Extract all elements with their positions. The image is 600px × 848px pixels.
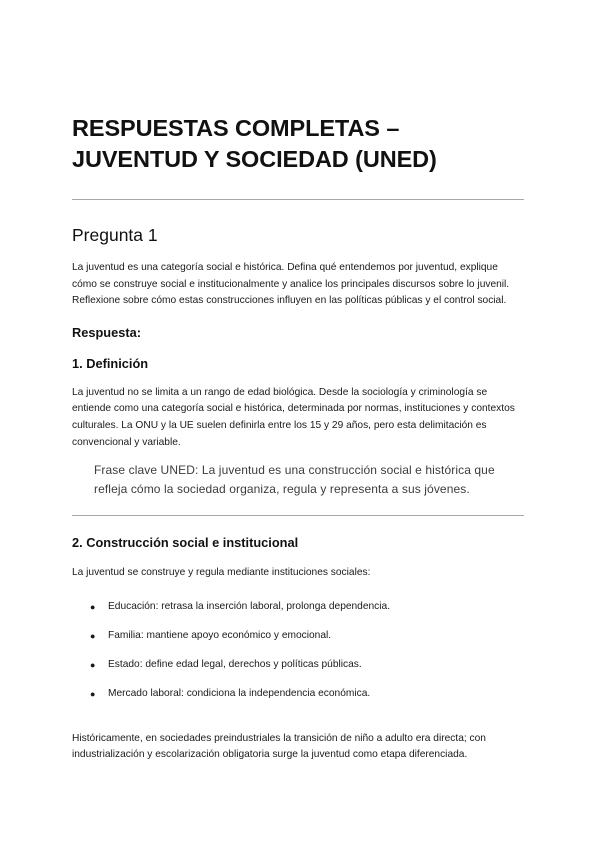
- institution-list: [72, 599, 524, 702]
- document-title: RESPUESTAS COMPLETAS – JUVENTUD Y SOCIEDAD (UNED): [72, 115, 437, 172]
- list-item-text: Mercado laboral: condiciona la independencia económica.: [108, 687, 371, 699]
- list-item-text: Educación: retrasa la inserción laboral, prolonga dependencia.: [108, 600, 391, 612]
- list-item: [72, 599, 524, 615]
- list-item: [72, 686, 524, 702]
- bullet-icon: ●: [90, 630, 96, 641]
- definition-text: La juventud no se limita a un rango de edad biológica. Desde la sociología y criminología se entiende como una categoría social e histórica, determinada por normas, instituciones y contextos culturales. La ONU y la UE suelen definirla entre los 15 y 29 años, pero esta delimitación es convencional y variable.: [72, 386, 515, 448]
- question-heading: Pregunta 1: [72, 225, 158, 245]
- construction-heading: 2. Construcción social e institucional: [72, 535, 299, 551]
- divider-middle: [72, 515, 524, 516]
- construction-intro: La juventud se construye y regula mediante instituciones sociales:: [72, 567, 371, 579]
- bullet-icon: ●: [90, 659, 96, 670]
- bullet-icon: ●: [90, 688, 96, 699]
- question-text: La juventud es una categoría social e histórica. Defina qué entendemos por juventud, explique cómo se construye social e institucionalmente y analice los principales discursos sobre lo juvenil. Reflexione sobre cómo estas construcciones influyen en las políticas públicas y el control social.: [72, 262, 510, 307]
- list-item-text: Estado: define edad legal, derechos y políticas públicas.: [108, 658, 362, 670]
- list-item: [72, 657, 524, 673]
- list-item: [72, 628, 524, 644]
- key-phrase-quote: Frase clave UNED: La juventud es una construcción social e histórica que refleja cómo la sociedad organiza, regula y representa a sus jóvenes.: [94, 463, 495, 496]
- answer-label: Respuesta:: [72, 324, 141, 340]
- definition-heading: 1. Definición: [72, 355, 149, 371]
- bullet-icon: ●: [90, 601, 96, 612]
- historical-text: Históricamente, en sociedades preindustriales la transición de niño a adulto era directa; con industrialización y escolarización obligatoria surge la juventud como etapa diferenciada.: [72, 732, 486, 761]
- list-item-text: Familia: mantiene apoyo económico y emocional.: [108, 629, 332, 641]
- divider-top: [72, 199, 524, 200]
